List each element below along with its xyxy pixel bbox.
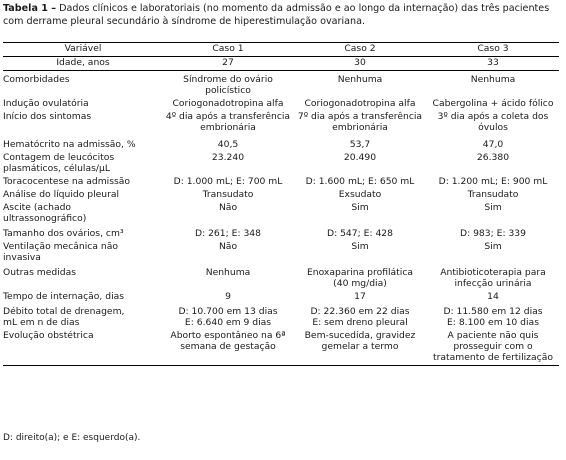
table-row <box>3 109 559 133</box>
row-label-line: Análise do líquido pleural <box>3 189 120 200</box>
row-label <box>3 289 163 302</box>
cell-value <box>163 174 293 187</box>
cell-value-line: D: 1.200 mL; E: 900 mL <box>438 176 548 187</box>
row-label-line: Evolução obstétrica <box>3 330 94 341</box>
cell-value-line: Nenhuma <box>205 267 251 278</box>
row-label <box>3 328 163 366</box>
table-body <box>3 71 559 366</box>
cell-value-line: 26.380 <box>476 152 510 163</box>
table-row <box>3 96 559 109</box>
cell-value-line: Síndrome do ovário <box>183 74 273 85</box>
cell-value-line: tratamento de fertilização <box>433 352 553 363</box>
row-label <box>3 263 163 289</box>
cell-value <box>427 289 559 302</box>
cell-value-line: 14 <box>487 291 499 302</box>
table-row <box>3 289 559 302</box>
cell-value <box>163 289 293 302</box>
cell-value-line: 3º dia após a coleta dos <box>437 111 549 122</box>
cell-value <box>293 200 427 224</box>
table-row <box>3 302 559 328</box>
cell-value-line: Nenhuma <box>337 74 383 85</box>
table-row <box>3 263 559 289</box>
cell-value-line: D: 10.700 em 13 dias <box>178 306 278 317</box>
row-label <box>3 187 163 200</box>
cell-value-line: 47,0 <box>482 139 504 150</box>
row-label-line: Ascite (achado <box>3 202 72 213</box>
table-footnote: D: direito(a); e E: esquerdo(a). <box>3 433 141 443</box>
cell-value <box>427 263 559 289</box>
caption-label: Tabela 1 – <box>3 3 57 14</box>
cell-value <box>427 150 559 174</box>
row-label-line: Contagem de leucócitos <box>3 152 115 163</box>
table-row <box>3 200 559 224</box>
row-label-line: Débito total de drenagem, <box>3 306 125 317</box>
row-label-line: Toracocentese na admissão <box>3 176 131 187</box>
row-label-line: invasiva <box>3 252 41 263</box>
table-row <box>3 239 559 263</box>
cell-value-line: 53,7 <box>349 139 371 150</box>
row-label-line: mL em n de dias <box>3 317 80 328</box>
cell-value <box>427 328 559 366</box>
cell-value <box>427 200 559 224</box>
cell-value <box>163 328 293 366</box>
cell-value <box>163 96 293 109</box>
cell-value <box>163 263 293 289</box>
cell-value-line: D: 22.360 em 22 dias <box>310 306 410 317</box>
cell-value-line: prosseguir com o <box>453 341 533 352</box>
cell-value-line: (40 mg/dia) <box>333 278 387 289</box>
cell-value-line: Coriogonadotropina alfa <box>304 98 416 109</box>
cell-value-line: Bem-sucedida, gravidez <box>304 330 416 341</box>
cell-value <box>293 150 427 174</box>
cell-value-line: Nenhuma <box>470 74 516 85</box>
cell-value-line: D: 547; E: 428 <box>327 228 393 239</box>
cell-value-line: 23.240 <box>211 152 245 163</box>
table-row <box>3 187 559 200</box>
table-row <box>3 224 559 239</box>
row-label: Idade, anos <box>3 57 163 71</box>
table-row <box>3 328 559 366</box>
cell-value <box>293 109 427 133</box>
row-label-line: Hematócrito na admissão, % <box>3 139 136 150</box>
cell-value-line: Aborto espontâneo na 6ª <box>170 330 286 341</box>
cell-value-line: D: 1.000 mL; E: 700 mL <box>173 176 283 187</box>
table-header-row <box>3 43 559 57</box>
row-label-line: ultrassonográfico) <box>3 213 87 224</box>
cell-value <box>163 187 293 200</box>
cell-value-line: Cabergolina + ácido fólico <box>432 98 554 109</box>
row-label <box>3 200 163 224</box>
cell-value-line: Sim <box>351 202 369 213</box>
header-case-3: Caso 3 <box>427 43 559 57</box>
cell-value <box>427 302 559 328</box>
row-label <box>3 96 163 109</box>
cell-value-line: Coriogonadotropina alfa <box>172 98 284 109</box>
cell-value-line: E: sem dreno pleural <box>312 317 408 328</box>
cell-value <box>293 328 427 366</box>
row-label <box>3 302 163 328</box>
header-variable: Variável <box>3 43 163 57</box>
cell-value-line: 4º dia após a transferência <box>165 111 291 122</box>
cell-value <box>427 133 559 150</box>
cell-value <box>293 133 427 150</box>
row-label <box>3 174 163 187</box>
cell-value <box>163 150 293 174</box>
cell-value-line: D: 11.580 em 12 dias <box>443 306 543 317</box>
cell-value-line: Não <box>218 241 238 252</box>
row-label-line: Início dos sintomas <box>3 111 92 122</box>
cell-value-line: Sim <box>351 241 369 252</box>
cell-value <box>293 187 427 200</box>
cell-value-line: 40,5 <box>217 139 239 150</box>
cell-value-line: D: 261; E: 348 <box>195 228 261 239</box>
cell-value-line: Não <box>218 202 238 213</box>
row-label-line: Ventilação mecânica não <box>3 241 118 252</box>
cell-value <box>427 174 559 187</box>
clinical-data-table <box>3 42 559 366</box>
cell-value <box>427 96 559 109</box>
cell-value-line: embrionária <box>332 122 388 133</box>
header-case-2: Caso 2 <box>293 43 427 57</box>
cell-value <box>293 263 427 289</box>
cell-value <box>293 71 427 97</box>
row-label <box>3 239 163 263</box>
cell-value-line: E: 8.100 em 10 dias <box>447 317 539 328</box>
cell-value <box>427 187 559 200</box>
cell-value: 30 <box>293 57 427 71</box>
table-row <box>3 133 559 150</box>
cell-value-line: Antibioticoterapia para <box>440 267 546 278</box>
cell-value <box>293 174 427 187</box>
row-label-line: Tempo de internação, dias <box>3 291 125 302</box>
cell-value-line: 7º dia após a transferência <box>297 111 423 122</box>
row-label-line: plasmáticos, células/µL <box>3 163 110 174</box>
cell-value <box>163 302 293 328</box>
cell-value: 27 <box>163 57 293 71</box>
cell-value-line: gemelar a termo <box>321 341 399 352</box>
cell-value <box>163 239 293 263</box>
cell-value-line: infecção urinária <box>454 278 532 289</box>
cell-value-line: D: 1.600 mL; E: 650 mL <box>305 176 415 187</box>
cell-value-line: embrionária <box>200 122 256 133</box>
row-label-line: Comorbidades <box>3 74 70 85</box>
cell-value <box>427 224 559 239</box>
row-label-line: Indução ovulatória <box>3 98 89 109</box>
cell-value <box>427 71 559 97</box>
row-label <box>3 133 163 150</box>
row-label <box>3 224 163 239</box>
cell-value-line: óvulos <box>478 122 508 133</box>
cell-value <box>163 133 293 150</box>
table-row <box>3 71 559 97</box>
cell-value-line: E: 6.640 em 9 dias <box>184 317 272 328</box>
cell-value-line: Enoxaparina profilática <box>306 267 414 278</box>
cell-value-line: A paciente não quis <box>447 330 539 341</box>
caption-text: Dados clínicos e laboratoriais (no momento da admissão e ao longo da internação) das três pacientes com derrame pleural secundário à síndrome de hiperestimulação ovariana. <box>3 3 550 27</box>
table-row-age <box>3 57 559 71</box>
row-label <box>3 71 163 97</box>
cell-value-line: semana de gestação <box>180 341 276 352</box>
table-row <box>3 174 559 187</box>
table-row <box>3 150 559 174</box>
cell-value <box>293 224 427 239</box>
cell-value-line: 17 <box>354 291 366 302</box>
cell-value: 33 <box>427 57 559 71</box>
row-label-line: Tamanho dos ovários, cm³ <box>3 228 124 239</box>
cell-value <box>427 239 559 263</box>
cell-value-line: Sim <box>484 202 502 213</box>
cell-value-line: D: 983; E: 339 <box>460 228 526 239</box>
cell-value <box>427 109 559 133</box>
row-label <box>3 150 163 174</box>
row-label <box>3 109 163 133</box>
cell-value <box>163 71 293 97</box>
cell-value-line: 20.490 <box>343 152 377 163</box>
header-case-1: Caso 1 <box>163 43 293 57</box>
cell-value <box>293 302 427 328</box>
cell-value-line: Exsudato <box>338 189 382 200</box>
cell-value <box>293 96 427 109</box>
cell-value-line: Transudato <box>202 189 254 200</box>
cell-value-line: policístico <box>205 85 251 96</box>
cell-value <box>163 109 293 133</box>
row-label-line: Outras medidas <box>3 267 77 278</box>
cell-value <box>163 200 293 224</box>
table-caption <box>3 2 561 28</box>
cell-value-line: Transudato <box>467 189 519 200</box>
cell-value <box>293 289 427 302</box>
cell-value-line: Sim <box>484 241 502 252</box>
cell-value-line: 9 <box>225 291 231 302</box>
cell-value <box>293 239 427 263</box>
cell-value <box>163 224 293 239</box>
